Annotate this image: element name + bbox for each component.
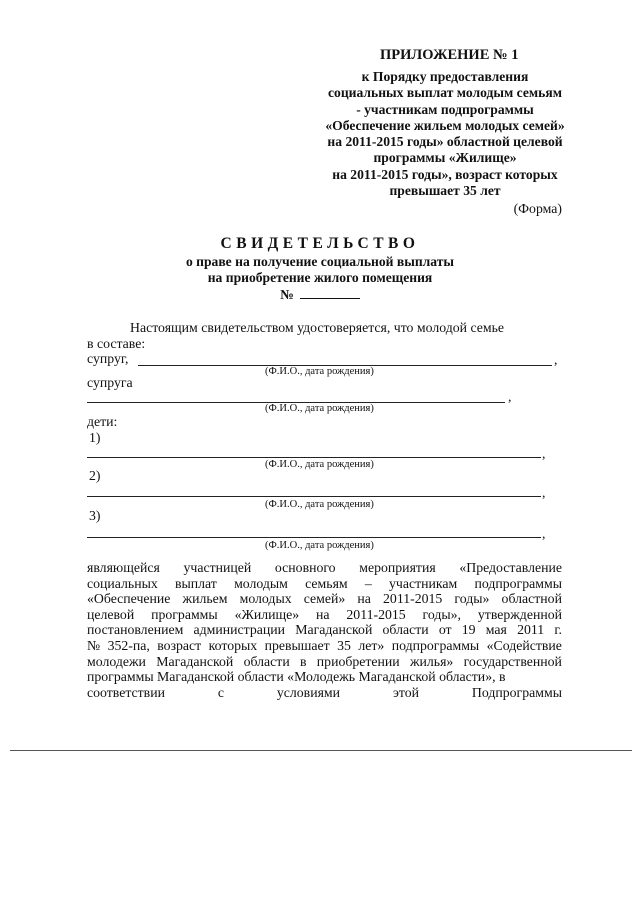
body-word: годы», xyxy=(422,606,462,622)
body-word: г. xyxy=(554,622,562,638)
field-comma: , xyxy=(542,446,546,461)
body-word: Магаданской xyxy=(295,622,373,638)
children-label: дети: xyxy=(87,414,118,429)
child-2-label: 2) xyxy=(89,468,101,483)
body-word: «Содействие xyxy=(486,637,562,653)
body-line xyxy=(87,591,562,607)
body-word: условиями xyxy=(276,684,341,700)
child-2-name-line xyxy=(87,496,541,497)
body-word: жилья» xyxy=(409,653,454,669)
certificate-number xyxy=(150,286,490,303)
body-word: «Жилище» xyxy=(234,606,300,622)
body-word: 2011 xyxy=(517,622,545,638)
body-word: мероприятия xyxy=(359,560,436,575)
body-word: – xyxy=(364,575,372,591)
field-comma: , xyxy=(542,526,546,541)
appendix-line: - участникам подпрограммы xyxy=(356,101,534,117)
body-word: годы» xyxy=(454,591,490,607)
field-caption: (Ф.И.О., дата рождения) xyxy=(265,499,374,510)
body-word: 352-па, xyxy=(107,637,150,653)
body-word: 19 xyxy=(461,622,476,638)
body-word: 2011-2015 xyxy=(383,591,443,607)
certificate-number-label: № xyxy=(280,287,294,302)
body-word: этой xyxy=(392,684,419,700)
body-word: в xyxy=(299,653,307,669)
field-comma: , xyxy=(542,485,546,500)
body-word: мая xyxy=(485,622,507,638)
body-word: постановлением xyxy=(87,622,184,638)
body-line xyxy=(87,638,562,654)
body-word: Подпрограммы xyxy=(471,684,562,700)
body-word: «Обеспечение xyxy=(87,591,171,607)
field-comma: , xyxy=(554,352,558,367)
body-line xyxy=(87,622,562,638)
body-word: социальных xyxy=(87,575,158,591)
field-caption: (Ф.И.О., дата рождения) xyxy=(265,459,374,470)
appendix-line: «Обеспечение жильем молодых семей» xyxy=(325,117,565,133)
body-line xyxy=(87,560,562,576)
field-caption: (Ф.И.О., дата рождения) xyxy=(265,366,374,377)
body-word: 2011-2015 xyxy=(346,606,406,622)
field-caption: (Ф.И.О., дата рождения) xyxy=(265,403,374,414)
body-line xyxy=(87,685,562,701)
body-word: 35 xyxy=(337,637,351,653)
body-word: приобретении xyxy=(316,653,400,669)
body-word: целевой xyxy=(87,606,135,622)
body-word: семей» xyxy=(303,591,346,607)
body-word: № xyxy=(87,637,101,653)
child-1-label: 1) xyxy=(89,430,101,445)
body-word: соответствии xyxy=(87,684,165,700)
body-word: программы Магаданской области «Молодежь Магаданской области», в xyxy=(87,669,506,685)
appendix-line: программы «Жилище» xyxy=(373,150,517,166)
appendix-line: социальных выплат молодым семьям xyxy=(328,85,562,101)
body-word: утвержденной xyxy=(477,606,562,622)
body-word: которых xyxy=(208,637,258,653)
husband-label: супруг, xyxy=(87,351,129,366)
body-word: участникам xyxy=(389,575,458,591)
body-word: подпрограммы xyxy=(474,575,562,591)
body-line xyxy=(87,576,562,592)
body-word: с xyxy=(217,684,224,700)
body-word: семьям xyxy=(305,575,348,591)
body-word: подпрограммы xyxy=(391,637,480,653)
body-line xyxy=(87,607,562,623)
body-word: от xyxy=(438,622,452,638)
body-line xyxy=(87,669,562,685)
body-word: выплат xyxy=(174,575,217,591)
body-word: жильем xyxy=(182,591,228,607)
certificate-subtitle-line: о праве на получение социальной выплаты xyxy=(185,254,455,269)
appendix-line: на 2011-2015 годы», возраст которых xyxy=(332,166,558,182)
body-word: являющейся xyxy=(87,560,160,575)
body-word: области xyxy=(243,653,290,669)
appendix-line: превышает 35 лет xyxy=(389,183,501,199)
child-3-name-line xyxy=(87,537,541,538)
body-word: возраст xyxy=(157,637,202,653)
body-word: участницей xyxy=(183,560,252,575)
appendix-description xyxy=(300,69,590,199)
appendix-title: ПРИЛОЖЕНИЕ № 1 xyxy=(380,47,519,63)
certificate-subtitle xyxy=(150,254,490,303)
body-word: Магаданской xyxy=(156,653,234,669)
certificate-subtitle-line: на приобретение жилого помещения xyxy=(207,270,433,285)
body-word: молодежи xyxy=(87,653,146,669)
child-3-label: 3) xyxy=(89,508,101,523)
page-bottom-rule xyxy=(10,750,632,751)
body-word: программы xyxy=(151,606,218,622)
body-word: на xyxy=(316,606,330,622)
body-word: молодых xyxy=(239,591,292,607)
body-line xyxy=(87,654,562,670)
certificate-number-blank xyxy=(300,286,360,299)
certificate-body-text xyxy=(87,560,562,700)
intro-line: Настоящим свидетельством удостоверяется, что молодой семье xyxy=(130,320,505,335)
body-word: администрации xyxy=(193,622,286,638)
body-word: основного xyxy=(274,560,336,575)
body-word: государственной xyxy=(463,653,562,669)
appendix-line: к Порядку предоставления xyxy=(361,69,529,84)
intro-line: в составе: xyxy=(87,336,146,351)
body-word: областной xyxy=(501,591,562,607)
body-word: области xyxy=(382,622,429,638)
body-word: «Предоставление xyxy=(459,560,562,575)
appendix-line: на 2011-2015 годы» областной целевой xyxy=(327,134,563,150)
body-word: лет» xyxy=(358,637,385,653)
body-word: молодым xyxy=(234,575,288,591)
field-comma: , xyxy=(508,389,512,404)
form-label: (Форма) xyxy=(513,201,562,216)
body-word: превышает xyxy=(264,637,330,653)
wife-label: супруга xyxy=(87,375,133,390)
body-word: на xyxy=(357,591,371,607)
field-caption: (Ф.И.О., дата рождения) xyxy=(265,540,374,551)
child-1-name-line xyxy=(87,457,541,458)
certificate-title: СВИДЕТЕЛЬСТВО xyxy=(220,235,420,252)
